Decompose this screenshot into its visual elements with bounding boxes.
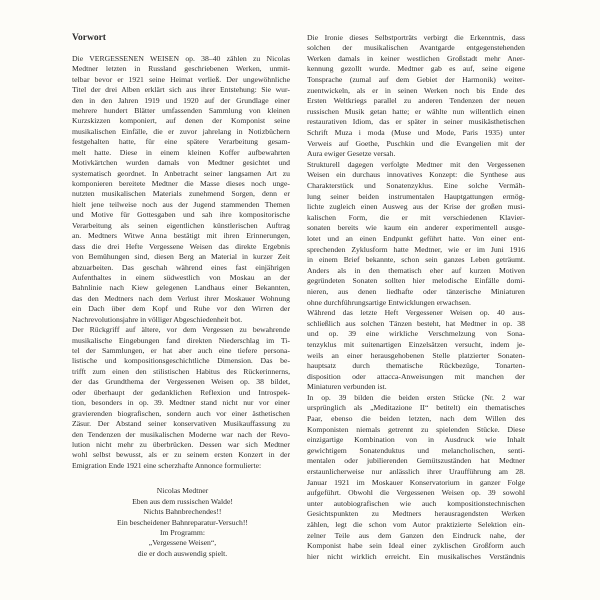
text-line: mentalen oder jubilierenden Gemütszuständen hat Medtner xyxy=(307,456,525,466)
text-line: mehrere hundert Blätter umfassenden Sammlung von kleinen xyxy=(72,105,290,115)
text-line: weils an einer herausgehobenen Stelle platzierter Sonaten- xyxy=(307,350,525,360)
poem-block xyxy=(72,486,290,559)
text-line: Medtner letzten in Russland geschriebenen Werken, unmit- xyxy=(72,64,290,74)
text-line: den in den Jahren 1919 und 1920 auf der Grundlage einer xyxy=(72,95,290,105)
text-line: dass die drei Hefte Vergessene Weisen das direkte Ergebnis xyxy=(72,241,290,251)
text-line: disposition oder attacca-Anweisungen mit manchen der xyxy=(307,371,525,381)
text-line: zählen, legt die schon vom Autor praktizierte Selektion ein- xyxy=(307,520,525,529)
text-line: In op. 39 bilden die beiden ersten Stücke (Nr. 2 war xyxy=(307,392,525,402)
text-line: musikalischen Einfälle, die er zuvor jahrelang in Notizbüchern xyxy=(72,126,290,136)
text-line: zelner Teile aus dem Ganzen den Eindruck nahe, der xyxy=(307,530,525,540)
text-line: Komponist habe sein Ideal einer zyklischen Großform auch xyxy=(307,541,525,551)
text-line: Strukturell dagegen verfolgte Medtner mit den Vergessenen xyxy=(307,159,525,169)
paragraph xyxy=(72,325,290,471)
left-column-text xyxy=(72,54,290,472)
text-line: lichte zugleich einen Ausweg aus der Krise der großen musi- xyxy=(307,202,525,212)
text-line: lung seiner beiden instrumentalen Hauptgattungen ermög- xyxy=(307,191,525,201)
text-line: nieren, aus denen liedhafte oder tänzerische Miniaturen xyxy=(307,286,525,296)
text-line: gewichtigem Sonatenduktus und melancholischen, senti- xyxy=(307,445,525,455)
text-line: festgehalten hatte, für eine spätere Verarbeitung gesam- xyxy=(72,137,290,147)
text-line: kalischen Form, die er mit verschiedenen Klavier- xyxy=(307,212,525,222)
text-line: Aura ewiger Gesetze versah. xyxy=(307,149,396,159)
text-line: Motivkärtchen wurden damals von Medtner gesichtet und xyxy=(72,158,290,168)
left-column xyxy=(72,54,290,560)
text-line: ohne durchführungsartige Entwicklungen erwachsen. xyxy=(307,297,471,307)
text-line: Nachrevolutionsjahre in völliger Abgeschiedenheit bot. xyxy=(72,314,243,324)
text-line: gravierenden biografischen, sondern auch vor einer ästhetischen xyxy=(72,408,290,418)
paragraph xyxy=(72,54,290,325)
text-line: Miniaturen verbunden ist. xyxy=(307,382,387,392)
text-line: Kurzskizzen komponiert, auf denen der Komponist seine xyxy=(72,116,290,126)
text-line: Weisen ein durchaus innovatives Konzept: die Synthese aus xyxy=(307,170,525,180)
page-heading: Vorwort xyxy=(72,33,106,43)
text-line: Schrift Muza i moda (Muse und Mode, Paris 1935) unter xyxy=(307,128,525,138)
text-line: Die Ironie dieses Selbstporträts verbirgt die Erkenntnis, dass xyxy=(307,32,525,42)
text-line: Verarbeitung als seinen eigentlichen künstlerischen Auftrag xyxy=(72,220,290,230)
text-line: systematisch geordnet. In Anbetracht seiner langsamen Art zu xyxy=(72,168,290,178)
text-line: den Tendenzen der musikalischen Moderne war nach der Revo- xyxy=(72,429,290,439)
text-line: Bahnlinie nach Kiew gelegenen Landhaus einer Bekannten, xyxy=(72,283,290,293)
text-line: hielt jene teilweise noch aus der Jugend stammenden Themen xyxy=(72,199,290,209)
text-line: Ersten Weltkriegs parallel zu anderen Tendenzen der neuen xyxy=(307,96,525,106)
text-line: gegründeten Sonaten sollten hier melodische Einfälle domi- xyxy=(307,276,525,286)
paragraph xyxy=(307,393,525,563)
text-line: und Motive für Gottesgaben und sah ihre kompositorische xyxy=(72,210,290,220)
text-line: oder überhaupt der gedanklichen Reflexion und Introspek- xyxy=(72,387,290,397)
text-line: tel der Sammlungen, er hat aber auch eine tiefere persona- xyxy=(72,346,290,356)
text-line: russischen Musik getan hatte; er wählte nun willentlich einen xyxy=(307,106,525,116)
paragraph xyxy=(307,308,525,393)
text-line: der das Grundthema der Vergessenen Weisen op. 38 bildet, xyxy=(72,377,290,387)
text-line: zuentwickeln, als er in seinen Werken noch bis Ende des xyxy=(307,85,525,95)
text-line: musikalische Eingebungen fand direkten Niederschlag im Ti- xyxy=(72,335,290,345)
paragraph xyxy=(307,33,525,160)
right-column xyxy=(307,33,525,563)
poem-line: Im Programm: xyxy=(159,528,206,538)
poem-line: Ein bescheidener Bahnreparatur-Versuch!! xyxy=(117,517,248,527)
text-line: an. Medtners Witwe Anna bestätigt mit ihren Erinnerungen, xyxy=(72,231,290,241)
text-line: Tonsprache (zumal auf dem Gebiet der Harmonik) weiter- xyxy=(307,75,525,85)
text-line: Die VERGESSENEN WEISEN op. 38–40 zählen zu Nicolas xyxy=(72,53,290,63)
text-line: Paar, ebenso die beiden letzten, nach dem Willen des xyxy=(307,414,525,424)
text-line: und op. 39 eine wirkliche Verschmelzung von Sona- xyxy=(307,329,525,339)
text-line: tenzyklus mit suitenartigen Einzelsätzen versucht, indem je- xyxy=(307,339,525,349)
poem-line: Nicolas Medtner xyxy=(156,486,209,496)
text-line: restaurativen Idiom, das er später in seiner musikästhetischen xyxy=(307,117,525,127)
text-line: komponieren bereitete Medtner die Masse dieses noch unge- xyxy=(72,179,290,189)
text-line: aufgeführt. Obwohl die Vergessenen Weisen op. 39 sowohl xyxy=(307,488,525,498)
text-line: Werken damals in keiner westlichen Großstadt mehr Aner- xyxy=(307,53,525,63)
text-line: schließlich aus solchen Tänzen besteht, hat Medtner in op. 38 xyxy=(307,318,525,328)
text-line: Anders als in den thematisch eher auf kurzen Motiven xyxy=(307,265,525,275)
text-line: das den Medtners nach dem Verlust ihrer Moskauer Wohnung xyxy=(72,293,290,303)
text-line: lotet und an einen Endpunkt geführt hatte. Von einer ent- xyxy=(307,233,525,243)
text-line: Emigration Ende 1921 eine scherzhafte Annonce formulierte: xyxy=(72,460,262,470)
text-line: trifft zum einen den stilistischen Habitus des Rückerinnerns, xyxy=(72,366,290,376)
text-line: Komponisten niemals getrennt zu spielenden Stücke. Diese xyxy=(307,424,525,434)
text-line: tion, besonders in op. 39. Medtner stand nicht nur vor einer xyxy=(72,398,290,408)
text-line: Januar 1921 im Moskauer Konservatorium in ganzer Folge xyxy=(307,477,525,487)
text-line: Titel der drei Alben erklärt sich aus ihrer Entstehung: Sie wur- xyxy=(72,85,290,95)
text-line: Gesichtspunkten zu Medtners herausragendsten Werken xyxy=(307,509,525,519)
text-line: Verweis auf Goethe, Puschkin und die Evangelien mit der xyxy=(307,138,525,148)
text-line: abzuarbeiten. Das geschah während eines fast einjährigen xyxy=(72,262,290,272)
text-line: solchen der musikalischen Avantgarde entgegenstehenden xyxy=(307,43,525,53)
text-line: melt hatte. Diese in einem kleinen Koffer aufbewahrten xyxy=(72,147,290,157)
text-line: wohl selbst bewusst, als er zu seinem ersten Konzert in der xyxy=(72,450,290,460)
text-line: sprechenden Zyklusform hatte Medtner, wie er im Juni 1916 xyxy=(307,244,525,254)
text-line: telbar bevor er 1921 seine Heimat verließ. Der ungewöhnliche xyxy=(72,74,290,84)
poem-line: die er doch auswendig spielt. xyxy=(137,548,228,558)
text-line: Während das letzte Heft Vergessener Weisen op. 40 aus- xyxy=(307,308,525,318)
text-line: hier nicht wirklich erreicht. Ein musikalisches Verständnis xyxy=(307,551,525,561)
poem-line: Nichts Bahnbrechendes!! xyxy=(143,507,222,517)
text-line: listische und kompositionsgeschichtliche Dimension. Das be- xyxy=(72,356,290,366)
text-line: Aufenthaltes in einem südwestlich von Moskau an der xyxy=(72,272,290,282)
text-line: ein Dach über dem Kopf und Ruhe vor den Wirren der xyxy=(72,304,290,314)
text-line: hauptsatz durch thematische Rückbezüge, Tonarten- xyxy=(307,361,525,371)
text-line: nutzten musikalischen Materials zunehmend Sorgen, denn er xyxy=(72,189,290,199)
text-line: Der Rückgriff auf ältere, vor dem Vergessen zu bewahrende xyxy=(72,325,290,335)
text-line: unter autobiografischen wie auch kompositionstechnischen xyxy=(307,498,525,508)
text-line: in einem Brief bekannte, schon sein ganzes Leben geträumt. xyxy=(307,255,525,265)
poem-line: Eben aus dem russischen Walde! xyxy=(132,496,233,506)
poem-line: „Vergessene Weisen“, xyxy=(148,538,217,548)
text-line: von Bemühungen sind, diesen Berg an Material in kurzer Zeit xyxy=(72,252,290,262)
text-line: erstaunlicherweise nur anlässlich ihrer Uraufführung am 28. xyxy=(307,467,525,477)
text-line: sonaten bereits wie kaum ein anderer experimentell ausge- xyxy=(307,223,525,233)
text-line: lution nicht mehr zu überbrücken. Dessen war sich Medtner xyxy=(72,439,290,449)
text-line: ursprünglich als „Meditazione II“ betitelt) ein thematisches xyxy=(307,403,525,413)
text-line: Charakterstück und Sonatenzyklus. Eine solche Vermäh- xyxy=(307,181,525,190)
text-line: einzigartige Kombination von in Ausdruck wie Inhalt xyxy=(307,435,525,445)
paragraph xyxy=(307,160,525,308)
text-line: kennung gezollt wurde. Medtner gab es auf, seine eigene xyxy=(307,64,525,74)
text-line: Zäsur. Der Abstand seiner konservativen Musikauffassung zu xyxy=(72,419,290,429)
